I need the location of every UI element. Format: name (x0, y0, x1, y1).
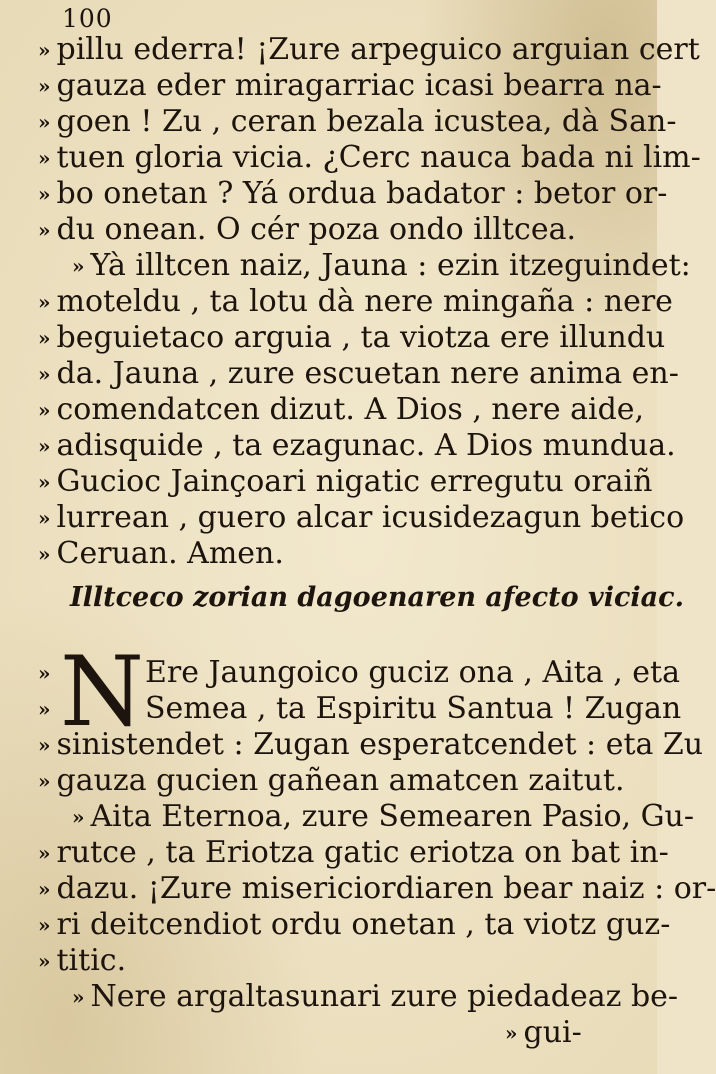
text-line: Semea , ta Espiritu Santua ! Zugan (145, 691, 682, 726)
text-line: » dazu. ¡Zure misericiordiaren bear naiz : or- (38, 871, 716, 906)
text-line: » gauza eder miragarriac icasi bearra na- (38, 68, 662, 103)
quote-mark: » (38, 470, 51, 494)
text-line: » sinistendet : Zugan esperatcendet : eta Zu (38, 727, 704, 762)
quote-mark: » (38, 74, 51, 98)
quote-mark: » (38, 434, 51, 458)
quote-mark: » (38, 769, 51, 793)
quote-mark: » (38, 290, 51, 314)
quote-mark: » (38, 506, 51, 530)
quote-mark: » (72, 805, 85, 829)
text-line: » ri deitcendiot ordu onetan , ta viotz guz- (38, 907, 671, 942)
text-line: » Nere argaltasunari zure piedadeaz be- (72, 979, 679, 1014)
quote-mark: » (38, 542, 51, 566)
quote-mark: » (38, 733, 51, 757)
page-number: 100 (62, 4, 113, 33)
text-line: » moteldu , ta lotu dà nere mingaña : nere (38, 284, 673, 319)
text-line: » bo onetan ? Yá ordua badator : betor or- (38, 176, 668, 211)
quote-mark: » (38, 841, 51, 865)
text-line: » goen ! Zu , ceran bezala icustea, dà San- (38, 104, 677, 139)
quote-mark: » (38, 877, 51, 901)
quote-mark: » (38, 38, 51, 62)
catchword: » gui- (505, 1015, 582, 1050)
text-line: » du onean. O cér poza ondo illtcea. (38, 212, 577, 247)
text-line: » rutce , ta Eriotza gatic eriotza on bat in- (38, 835, 669, 870)
quote-mark: » (38, 661, 51, 685)
text-line: » Aita Eternoa, zure Semearen Pasio, Gu- (72, 799, 695, 834)
quote-mark: » (38, 398, 51, 422)
text-line: » lurrean , guero alcar icusidezagun betico (38, 500, 685, 535)
quote-mark: » (38, 326, 51, 350)
quote-mark: » (72, 254, 85, 278)
quote-mark: » (505, 1021, 518, 1045)
section-heading: Illtceco zorian dagoenaren afecto viciac. (70, 582, 685, 613)
quote-mark: » (38, 913, 51, 937)
text-line: » gauza gucien gañean amatcen zaitut. (38, 763, 625, 798)
text-line: » titic. (38, 943, 127, 978)
text-line: » beguietaco arguia , ta viotza ere illundu (38, 320, 666, 355)
quote-mark: » (38, 949, 51, 973)
quote-mark: » (38, 218, 51, 242)
quote-mark: » (38, 697, 51, 721)
quote-mark: » (72, 985, 85, 1009)
text-line: » Gucioc Jainçoari nigatic erregutu oraiñ (38, 464, 653, 499)
quote-mark: » (38, 110, 51, 134)
text-line: » tuen gloria vicia. ¿Cerc nauca bada ni lim- (38, 140, 701, 175)
text-line: » comendatcen dizut. A Dios , nere aide, (38, 392, 645, 427)
text-line: » da. Jauna , zure escuetan nere anima en- (38, 356, 679, 391)
quote-mark: » (38, 182, 51, 206)
text-line: » adisquide , ta ezagunac. A Dios mundua. (38, 428, 676, 463)
quote-mark: » (38, 362, 51, 386)
drop-cap: N (60, 636, 144, 748)
text-line: » Yà illtcen naiz, Jauna : ezin itzeguindet: (72, 248, 691, 283)
quote-mark: » (38, 146, 51, 170)
text-line: » pillu ederra! ¡Zure arpeguico arguian cert (38, 32, 700, 67)
text-line: » Ceruan. Amen. (38, 536, 284, 571)
text-line: Ere Jaungoico guciz ona , Aita , eta (145, 655, 680, 690)
